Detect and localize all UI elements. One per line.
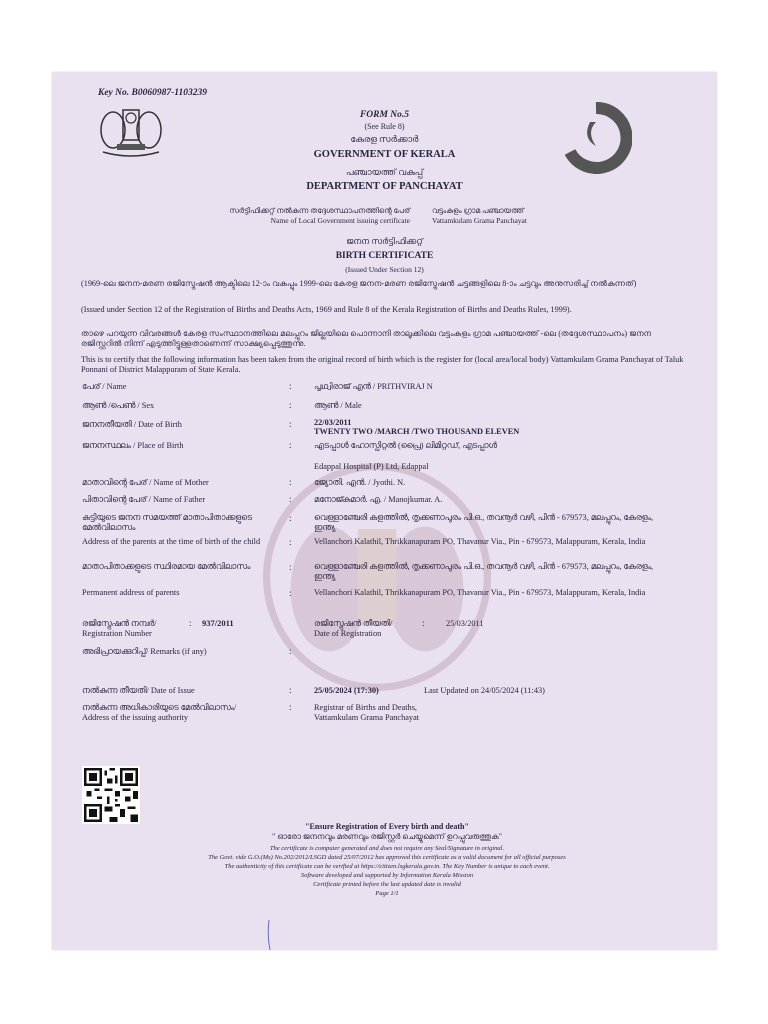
footer-line-5: Certificate printed before the last updated date is invalid (313, 881, 461, 888)
paragraph-ml-1: (1969-ലെ ജനന-മരണ രജിസ്ട്രേഷൻ ആക്ടിലെ 12-ാം വകുപ്പും 1999-ലെ കേരള ജനന-മരണ രജിസ്ട്രേഷൻ ചട്ടങ്ങളിലെ 8-ാം ചട്ടവും അനുസരിച്ച് നൽകുന്നത്) (81, 279, 637, 288)
issue-label: നൽകുന്ന തീയതി/ Date of Issue (82, 686, 195, 695)
issue-value: 25/05/2024 (17:30) (314, 686, 379, 695)
panchayat-dept-ml: പഞ്ചായത്ത് വകുപ്പ് (345, 167, 424, 177)
certificate-paper (52, 72, 717, 950)
pob-label: ജനനസ്ഥലം / Place of Birth (82, 441, 184, 450)
authority-value-ml: വട്ടംകുളം ഗ്രാമ പഞ്ചായത്ത് (432, 206, 524, 215)
regno-label-ml: രജിസ്ട്രേഷൻ നമ്പർ/ (82, 619, 157, 628)
colon: : (289, 494, 292, 504)
colon: : (289, 562, 292, 572)
colon: : (289, 419, 292, 429)
slogan-ml: " ഓരോ ജനനവും മരണവും രജിസ്റ്റർ ചെയ്യുമെന്ന് ഉറപ്പുവരുത്തുക" (272, 832, 502, 841)
colon: : (289, 702, 292, 712)
pen-mark (266, 920, 272, 950)
addr-birth-label-en: Address of the parents at the time of birth of the child (82, 537, 261, 546)
key-number: Key No. B0060987-1103239 (98, 88, 207, 98)
colon: : (189, 618, 192, 628)
government-title: GOVERNMENT OF KERALA (313, 149, 456, 160)
slogan-en: "Ensure Registration of Every birth and death" (305, 822, 469, 831)
colon: : (289, 537, 292, 547)
colon: : (289, 440, 292, 450)
colon: : (289, 685, 292, 695)
regdate-label-ml: രജിസ്ട്രേഷൻ തീയതി/ (314, 619, 393, 628)
auth-addr-value-2: Vattamkulam Grama Panchayat (314, 713, 420, 722)
footer-line-3: The authenticity of this certificate can be verified at https://citizen.lsgkerala.gov.in. The Key Number is unique to each event. (224, 863, 550, 870)
addr-birth-label-ml: കുട്ടിയുടെ ജനന സമയത്ത് മാതാപിതാക്കളുടെ മേൽവിലാസം (82, 513, 252, 532)
dob-label: ജനനതീയതി / Date of Birth (82, 420, 182, 429)
perm-label-en: Permanent address of parents (82, 588, 180, 597)
page-number: Page 1/1 (375, 890, 399, 897)
birth-cert-ml: ജനന സർട്ടിഫിക്കറ്റ് (346, 236, 423, 246)
colon: : (289, 646, 292, 656)
addr-birth-value-ml: വെള്ളാഞ്ചേരി കളത്തിൽ, തൃക്കണാപുരം പി.ഒ., തവനൂർ വഴി, പിൻ - 679573, മലപ്പുറം, കേരളം, ഇന്ത്യ (314, 513, 654, 532)
colon: : (289, 588, 292, 598)
footer-line-4: Software developed and supported by Information Kerala Mission (300, 872, 474, 879)
issued-under: (Issued Under Section 12) (345, 265, 424, 274)
regno-label-en: Registration Number (82, 629, 152, 638)
last-updated: Last Updated on 24/05/2024 (11:43) (424, 686, 545, 695)
authority-value-en: Vattamkulam Grama Panchayat (432, 216, 527, 225)
colon: : (289, 477, 292, 487)
colon: : (422, 618, 425, 628)
sex-label: ആൺ /പെൺ / Sex (82, 401, 155, 410)
authority-label-ml: സർട്ടിഫിക്കറ്റ് നൽകുന്ന തദ്ദേശസ്ഥാപനത്തിന്റെ പേര് (229, 206, 410, 215)
paragraph-en-2: This is to certify that the following information has been taken from the original record of birth which is the register for (local area/local body) Vattamkulam Grama Panchayat of Taluk Ponnani of District Malappuram of State Kerala. (81, 355, 684, 374)
footer-line-1: The certificate is computer generated and does not require any Seal/Signature in original. (269, 845, 505, 852)
paragraph-en-1: (Issued under Section 12 of the Registration of Births and Deaths Acts, 1969 and Rule 8 of the Kerala Registration of Births and Deaths Rules, 1999). (81, 305, 572, 314)
addr-birth-value-en: Vellanchori Kalathil, Thrikkanapuram PO, Thavanur Via., Pin - 679573, Malappuram, Kerala, India (314, 537, 646, 546)
ikm-logo-icon (560, 102, 632, 174)
auth-addr-label-ml: നൽകുന്ന അധികാരിയുടെ മേൽവിലാസം/ (82, 703, 237, 712)
perm-label-ml: മാതാപിതാക്കളുടെ സ്ഥിരമായ മേൽവിലാസം (82, 562, 251, 571)
name-value: പൃഥ്വിരാജ് എൻ / PRITHVIRAJ N (314, 382, 433, 391)
qr-code-icon (82, 766, 140, 824)
name-label: പേര് / Name (82, 382, 127, 391)
regdate-value: 25/03/2011 (446, 619, 484, 628)
mother-value: ജ്യോതി. എൻ. / Jyothi. N. (314, 478, 406, 487)
pob-value-en: Edappal Hospital (P) Ltd, Edappal (314, 462, 429, 471)
regdate-label-en: Date of Registration (314, 629, 382, 638)
pob-value-ml: എടപ്പാൾ ഹോസ്പിറ്റൽ (പ്രൈ) ലിമിറ്റഡ്, എടപ്പാൾ (314, 441, 497, 450)
perm-value-en: Vellanchori Kalathil, Thrikkanapuram PO, Thavanur Via., Pin - 679573, Malappuram, Kerala, India (314, 588, 646, 597)
auth-addr-label-en: Address of the issuing authority (82, 713, 189, 722)
kerala-sarkar-ml: കേരള സർക്കാർ (350, 134, 419, 144)
dob-value: 22/03/2011 (314, 418, 352, 427)
form-number: FORM No.5 (359, 110, 410, 120)
remarks-label: അഭിപ്രായക്കുറിപ്പ്/ Remarks (if any) (82, 647, 207, 656)
footer-line-2: The Govt. vide G.O.(Ms) No.202/2012/LSGD dated 25/07/2012 has approved this certificate as a valid document for all official purposes (208, 854, 566, 861)
father-value: മനോജ്കുമാർ. എ. / Manojkumar. A. (314, 495, 443, 504)
mother-label: മാതാവിന്റെ പേര് / Name of Mother (82, 478, 209, 487)
perm-value-ml: വെള്ളാഞ്ചേരി കളത്തിൽ, തൃക്കണാപുരം പി.ഒ., തവനൂർ വഴി, പിൻ - 679573, മലപ്പുറം, കേരളം, ഇന്ത്യ (314, 562, 654, 581)
father-label: പിതാവിന്റെ പേര് / Name of Father (82, 495, 206, 504)
birth-certificate-title: BIRTH CERTIFICATE (335, 251, 434, 261)
authority-label-en: Name of Local Government issuing certificate (270, 216, 410, 225)
kerala-emblem-icon (97, 102, 165, 160)
department-title: DEPARTMENT OF PANCHAYAT (306, 181, 463, 192)
see-rule: (See Rule 8) (364, 122, 405, 131)
regno-value: 937/2011 (202, 618, 234, 628)
dob-words: TWENTY TWO /MARCH /TWO THOUSAND ELEVEN (314, 427, 520, 436)
paragraph-ml-2: താഴെ പറയുന്ന വിവരങ്ങൾ കേരള സംസ്ഥാനത്തിലെ മലപ്പുറം ജില്ലയിലെ പൊന്നാനി താലൂക്കിലെ വട്ടംകുളം ഗ്രാമ പഞ്ചായത്ത് -ലെ (തദ്ദേശസ്ഥാപനം) ജനന രജിസ്റ്ററിൽ നിന്ന് എടുത്തിട്ടുള്ളതാണെന്ന് സാക്ഷ്യപ്പെടുത്തുന്നു. (81, 329, 652, 348)
auth-addr-value-1: Registrar of Births and Deaths, (314, 703, 417, 712)
colon: : (289, 513, 292, 523)
colon: : (289, 400, 292, 410)
sex-value: ആൺ / Male (314, 401, 362, 410)
colon: : (289, 381, 292, 391)
